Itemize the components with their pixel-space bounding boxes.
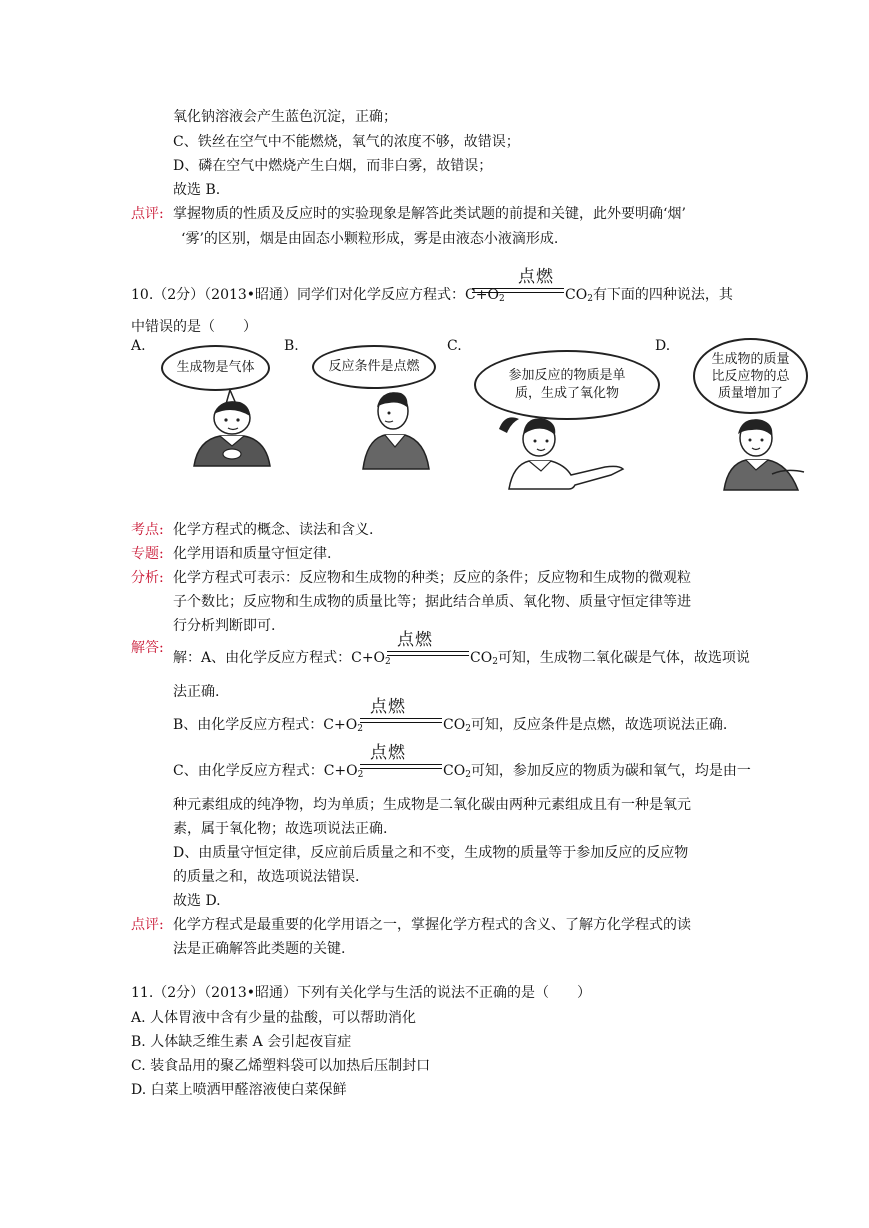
solution-b-before <box>173 714 363 734</box>
o-subscript: 2 <box>357 724 363 734</box>
option-d-bubble-line-1: 生成物的质量 <box>711 351 790 367</box>
equals-bar-bottom <box>387 655 469 656</box>
option-b-letter: B. <box>284 338 299 354</box>
q10-stem <box>131 284 505 304</box>
solution-c-suffix: 可知，参加反应的物质为碳和氧气，均是由一 <box>470 763 751 779</box>
solution-d-line-2: 的质量之和，故选项说法错误. <box>173 869 360 885</box>
equals-bar-bottom <box>360 768 442 769</box>
equals-bar-bottom <box>360 722 442 723</box>
solution-b-suffix: 可知，反应条件是点燃，故选项说法正确. <box>470 717 728 733</box>
option-b-bubble-text: 反应条件是点燃 <box>328 359 420 374</box>
q11-option-d: D. 白菜上喷洒甲醛溶液使白菜保鲜 <box>131 1082 347 1098</box>
option-a-boy-illustration <box>180 388 280 468</box>
option-c-letter: C. <box>447 338 462 354</box>
dianping-line-1: 化学方程式是最重要的化学用语之一，掌握化学方程式的含义、了解方化学程式的读 <box>173 917 691 933</box>
equals-bar-bottom <box>472 292 564 293</box>
solution-d-line-1: D、由质量守恒定律，反应前后质量之和不变，生成物的质量等于参加反应的反应物 <box>173 845 689 861</box>
equals-bar-top <box>387 651 469 652</box>
solution-a-before <box>173 647 391 667</box>
fenxi-line-3: 行分析判断即可. <box>173 618 276 634</box>
solution-a-after <box>470 647 750 667</box>
q9-line-2: C、铁丝在空气中不能燃烧，氧气的浓度不够，故错误； <box>173 134 520 150</box>
solution-a-suffix: 可知，生成物二氧化碳是气体，故选项说 <box>497 650 750 666</box>
equals-bar-top <box>360 764 442 765</box>
option-d-bubble-line-2: 比反应物的总 <box>711 368 790 384</box>
co-subscript: 2 <box>465 770 471 780</box>
option-c-girl-illustration <box>495 405 635 490</box>
co-subscript: 2 <box>465 724 471 734</box>
q11-option-c: C. 装食品用的聚乙烯塑料袋可以加热后压制封口 <box>131 1058 431 1074</box>
solution-c-prefix: C、由化学反应方程式：C+O <box>173 763 358 779</box>
solution-a-prefix: 解：A、由化学反应方程式：C+O <box>173 650 386 666</box>
option-a-letter: A. <box>131 338 146 354</box>
reaction-condition: 点燃 <box>370 697 406 717</box>
q10-stem-line-2: 中错误的是（ ） <box>131 319 257 335</box>
solution-b-after <box>443 714 727 734</box>
equals-bar-top <box>472 288 564 289</box>
q9-comment-line-1: 掌握物质的性质及反应时的实验现象是解答此类试题的前提和关键，此外要明确‘烟’ <box>173 206 686 222</box>
option-c-bubble-line-1: 参加反应的物质是单 <box>508 368 626 383</box>
dianping-tag: 点评: <box>131 917 164 933</box>
solution-a-equation-arrow <box>387 630 469 667</box>
fenxi-tag: 分析: <box>131 570 164 586</box>
q11-option-b: B. 人体缺乏维生素 A 会引起夜盲症 <box>131 1034 352 1050</box>
q9-line-3: D、磷在空气中燃烧产生白烟，而非白雾，故错误； <box>173 158 493 174</box>
solution-b-equation-arrow <box>360 697 442 734</box>
q10-stem-before: 10.（2分）（2013•昭通）同学们对化学反应方程式：C+O <box>131 287 499 303</box>
option-c-bubble-line-2: 质，生成了氧化物 <box>514 386 619 401</box>
reaction-condition: 点燃 <box>370 743 406 763</box>
option-a-bubble-text: 生成物是气体 <box>176 360 255 375</box>
solution-c-line-3: 素，属于氧化物；故选项说法正确. <box>173 821 388 837</box>
co-product: CO <box>470 650 493 666</box>
q9-line-1: 氧化钠溶液会产生蓝色沉淀，正确； <box>173 109 397 125</box>
co-product: CO <box>443 763 466 779</box>
option-b-boy-illustration <box>355 385 435 470</box>
co-product: CO <box>443 717 466 733</box>
option-a-speech-bubble <box>161 345 270 391</box>
zhuanti-text: 化学用语和质量守恒定律. <box>173 546 332 562</box>
co-subscript: 2 <box>587 294 593 304</box>
solution-c-line-2: 种元素组成的纯净物，均为单质；生成物是二氧化碳由两种元素组成且有一种是氧元 <box>173 797 691 813</box>
kaodian-text: 化学方程式的概念、读法和含义. <box>173 522 374 538</box>
co-subscript: 2 <box>492 657 498 667</box>
solution-c-before <box>173 760 363 780</box>
dianping-line-2: 法是正确解答此类题的关键. <box>173 941 346 957</box>
q11-option-a: A. 人体胃液中含有少量的盐酸，可以帮助消化 <box>131 1010 417 1026</box>
reaction-condition: 点燃 <box>397 630 433 650</box>
q10-stem-after <box>565 284 733 304</box>
q10-stem-tail: 有下面的四种说法，其 <box>592 287 733 303</box>
kaodian-tag: 考点: <box>131 522 164 538</box>
fenxi-line-1: 化学方程式可表示：反应物和生成物的种类；反应的条件；反应物和生成物的微观粒 <box>173 570 691 586</box>
option-d-letter: D. <box>655 338 671 354</box>
option-d-speech-bubble <box>693 338 808 414</box>
option-b-speech-bubble <box>312 345 436 389</box>
q9-answer: 故选 B. <box>173 182 221 198</box>
o-subscript: 2 <box>498 294 505 304</box>
co-product: CO <box>565 287 588 303</box>
q10-stem-equation-arrow <box>472 267 564 304</box>
o-subscript: 2 <box>385 657 391 667</box>
q11-stem: 11.（2分）（2013•昭通）下列有关化学与生活的说法不正确的是（ ） <box>131 985 592 1001</box>
solution-b-prefix: B、由化学反应方程式：C+O <box>173 717 358 733</box>
q10-answer: 故选 D. <box>173 893 221 909</box>
fenxi-line-2: 子个数比；反应物和生成物的质量比等；据此结合单质、氧化物、质量守恒定律等进 <box>173 594 691 610</box>
reaction-condition: 点燃 <box>518 267 554 287</box>
q9-comment-tag: 点评: <box>131 206 164 222</box>
equals-bar-top <box>360 718 442 719</box>
jieda-tag: 解答: <box>131 640 164 656</box>
q9-comment-line-2: ‘雾’的区别，烟是由固态小颗粒形成，雾是由液态小液滴形成. <box>181 231 559 247</box>
solution-a-line-2: 法正确. <box>173 684 220 700</box>
solution-c-after <box>443 760 751 780</box>
option-d-boy-illustration <box>712 410 812 492</box>
zhuanti-tag: 专题: <box>131 546 164 562</box>
o-subscript: 2 <box>357 770 364 780</box>
solution-c-equation-arrow <box>357 743 442 780</box>
option-d-bubble-line-3: 质量增加了 <box>717 385 783 401</box>
